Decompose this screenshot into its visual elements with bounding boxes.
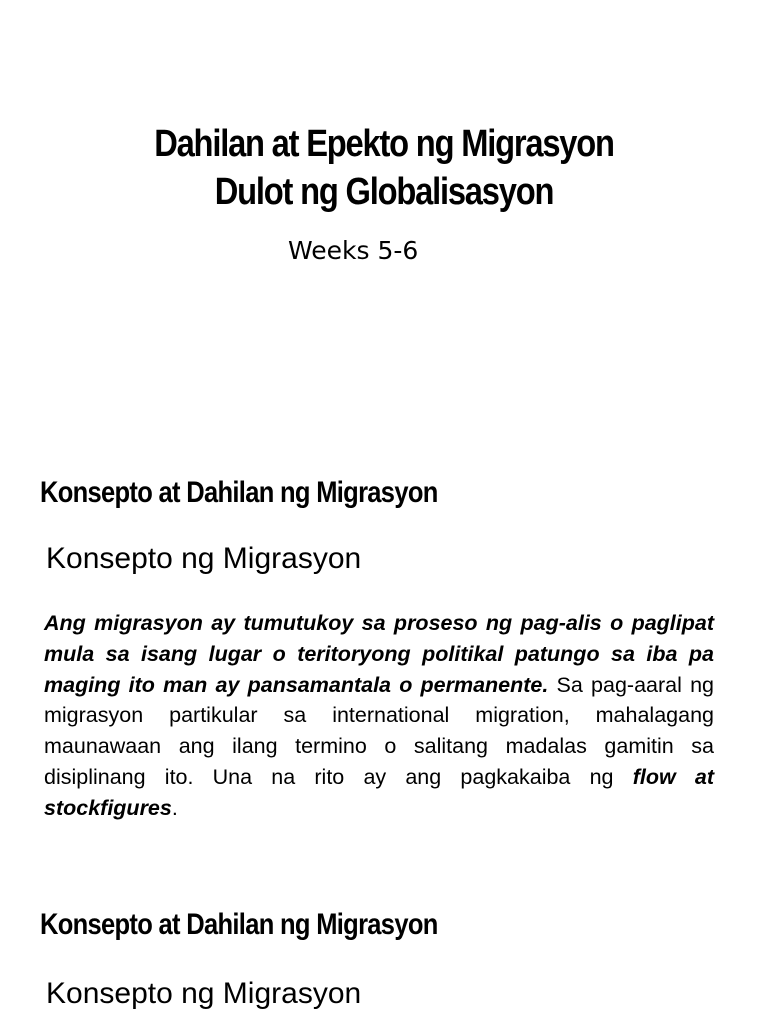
section-heading: Konsepto at Dahilan ng Migrasyon bbox=[40, 476, 438, 509]
subheading: Konsepto ng Migrasyon bbox=[46, 977, 362, 1010]
definition-text: Sa pag-aaral ng migrasyon partikular sa international migration, mahalagang maunawaan ang ilang termino o salitang madalas gamitin sa disiplinang ito. Una na rito ay ang pagkakaiba ng bbox=[44, 672, 714, 789]
title-slide bbox=[0, 0, 768, 420]
concept-slide-repeat bbox=[0, 880, 768, 1024]
definition-end: . bbox=[171, 795, 178, 820]
concept-slide bbox=[0, 440, 768, 860]
title-line-2: Dulot ng Globalisasyon bbox=[214, 171, 554, 213]
section-heading: Konsepto at Dahilan ng Migrasyon bbox=[40, 908, 438, 941]
definition-paragraph bbox=[44, 608, 714, 824]
title-line-1: Dahilan at Epekto ng Migrasyon bbox=[154, 123, 614, 165]
weeks-subtitle: Weeks 5-6 bbox=[288, 236, 419, 265]
definition-term: flow at stockfigures bbox=[44, 764, 714, 820]
presentation-title bbox=[54, 120, 714, 216]
subheading: Konsepto ng Migrasyon bbox=[46, 542, 362, 575]
definition-emphasis: Ang migrasyon ay tumutukoy sa proseso ng pag-alis o paglipat mula sa isang lugar o teritoryong politikal patungo sa iba pa maging ito man ay pansamantala o permanente. bbox=[44, 611, 714, 697]
